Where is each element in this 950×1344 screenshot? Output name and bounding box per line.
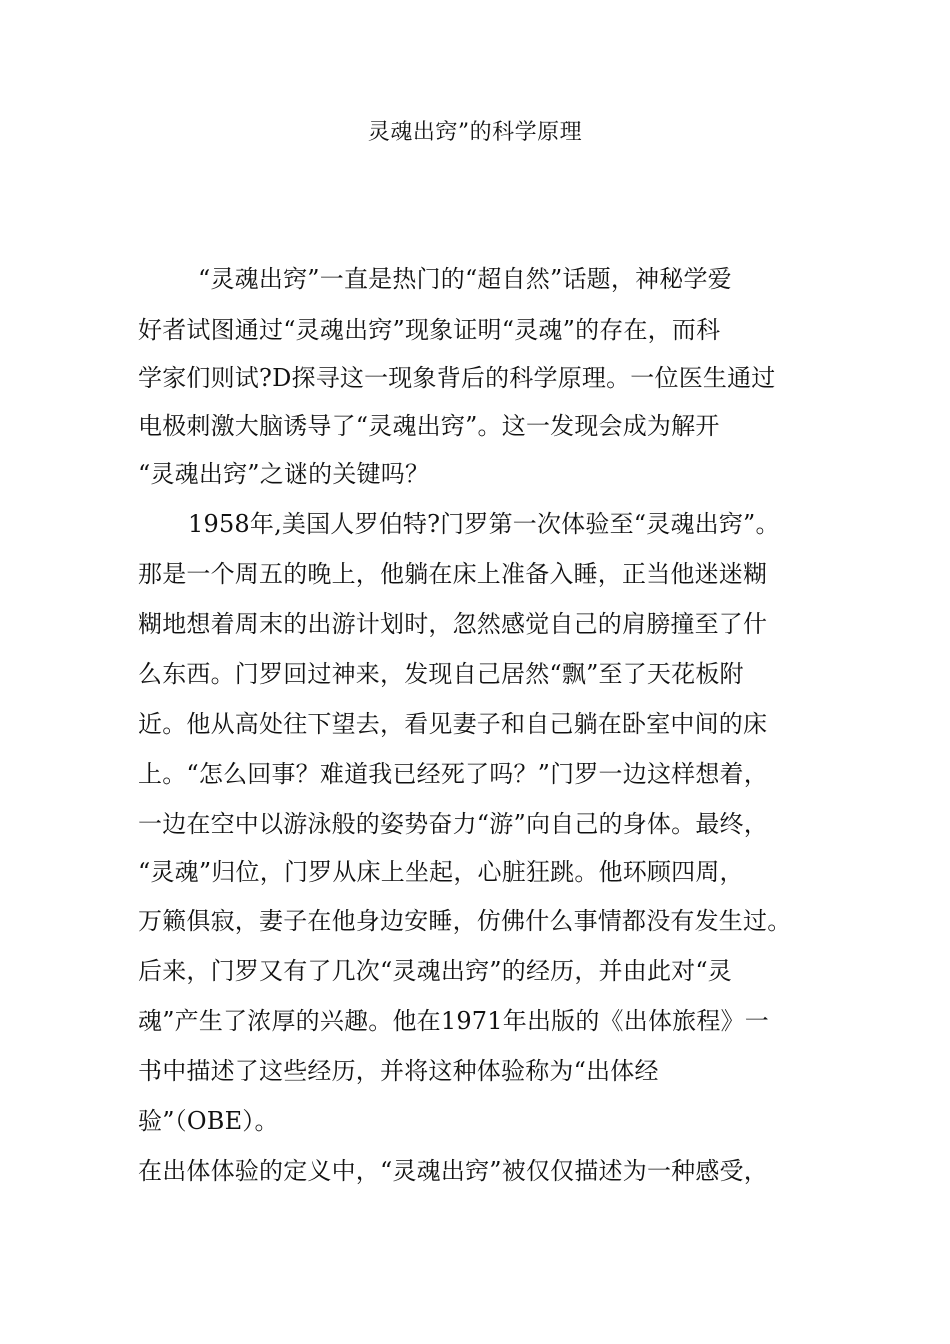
paragraph-line: 后来，门罗又有了几次“灵魂出窍”的经历，并由此对“灵 (138, 957, 733, 985)
document-title: 灵魂出窍”的科学原理 (367, 120, 583, 145)
paragraph-line: 书中描述了这些经历，并将这种体验称为“出体经 (138, 1057, 659, 1085)
paragraph-line: 在出体体验的定义中，“灵魂出窍”被仅仅描述为一种感受， (138, 1157, 768, 1185)
paragraph-line: “灵魂”归位，门罗从床上坐起，心脏狂跳。他环顾四周， (138, 858, 744, 886)
paragraph-line: 验”（OBE）。 (138, 1107, 279, 1135)
paragraph-line: 近。他从高处往下望去，看见妻子和自己躺在卧室中间的床 (138, 710, 768, 738)
paragraph-line: 电极刺激大脑诱导了“灵魂出窍”。这一发现会成为解开 (138, 412, 720, 440)
paragraph-line: “灵魂出窍”之谜的关键吗？ (138, 460, 430, 488)
paragraph-line: 上。“怎么回事？难道我已经死了吗？”门罗一边这样想着， (138, 760, 768, 788)
paragraph-line: 1958年,美国人罗伯特?门罗第一次体验至“灵魂出窍”。 (188, 510, 780, 538)
paragraph-line: 糊地想着周末的出游计划时，忽然感觉自己的肩膀撞至了什 (138, 610, 768, 638)
paragraph-line: 魂”产生了浓厚的兴趣。他在1971年出版的《出体旅程》一 (138, 1007, 769, 1035)
paragraph-line: 好者试图通过“灵魂出窍”现象证明“灵魂”的存在，而科 (138, 316, 721, 344)
paragraph-line: 学家们则试?D探寻这一现象背后的科学原理。一位医生通过 (138, 364, 776, 392)
paragraph-line: 万籁俱寂，妻子在他身边安睡，仿佛什么事情都没有发生过。 (138, 907, 792, 935)
paragraph-line: 么东西。门罗回过神来，发现自己居然“飘”至了天花板附 (138, 660, 744, 688)
paragraph-line: “灵魂出窍”一直是热门的“超自然”话题，神秘学爱 (198, 265, 732, 293)
paragraph-line: 一边在空中以游泳般的姿势奋力“游”向自己的身体。最终， (138, 810, 768, 838)
paragraph-line: 那是一个周五的晚上，他躺在床上准备入睡，正当他迷迷糊 (138, 560, 768, 588)
